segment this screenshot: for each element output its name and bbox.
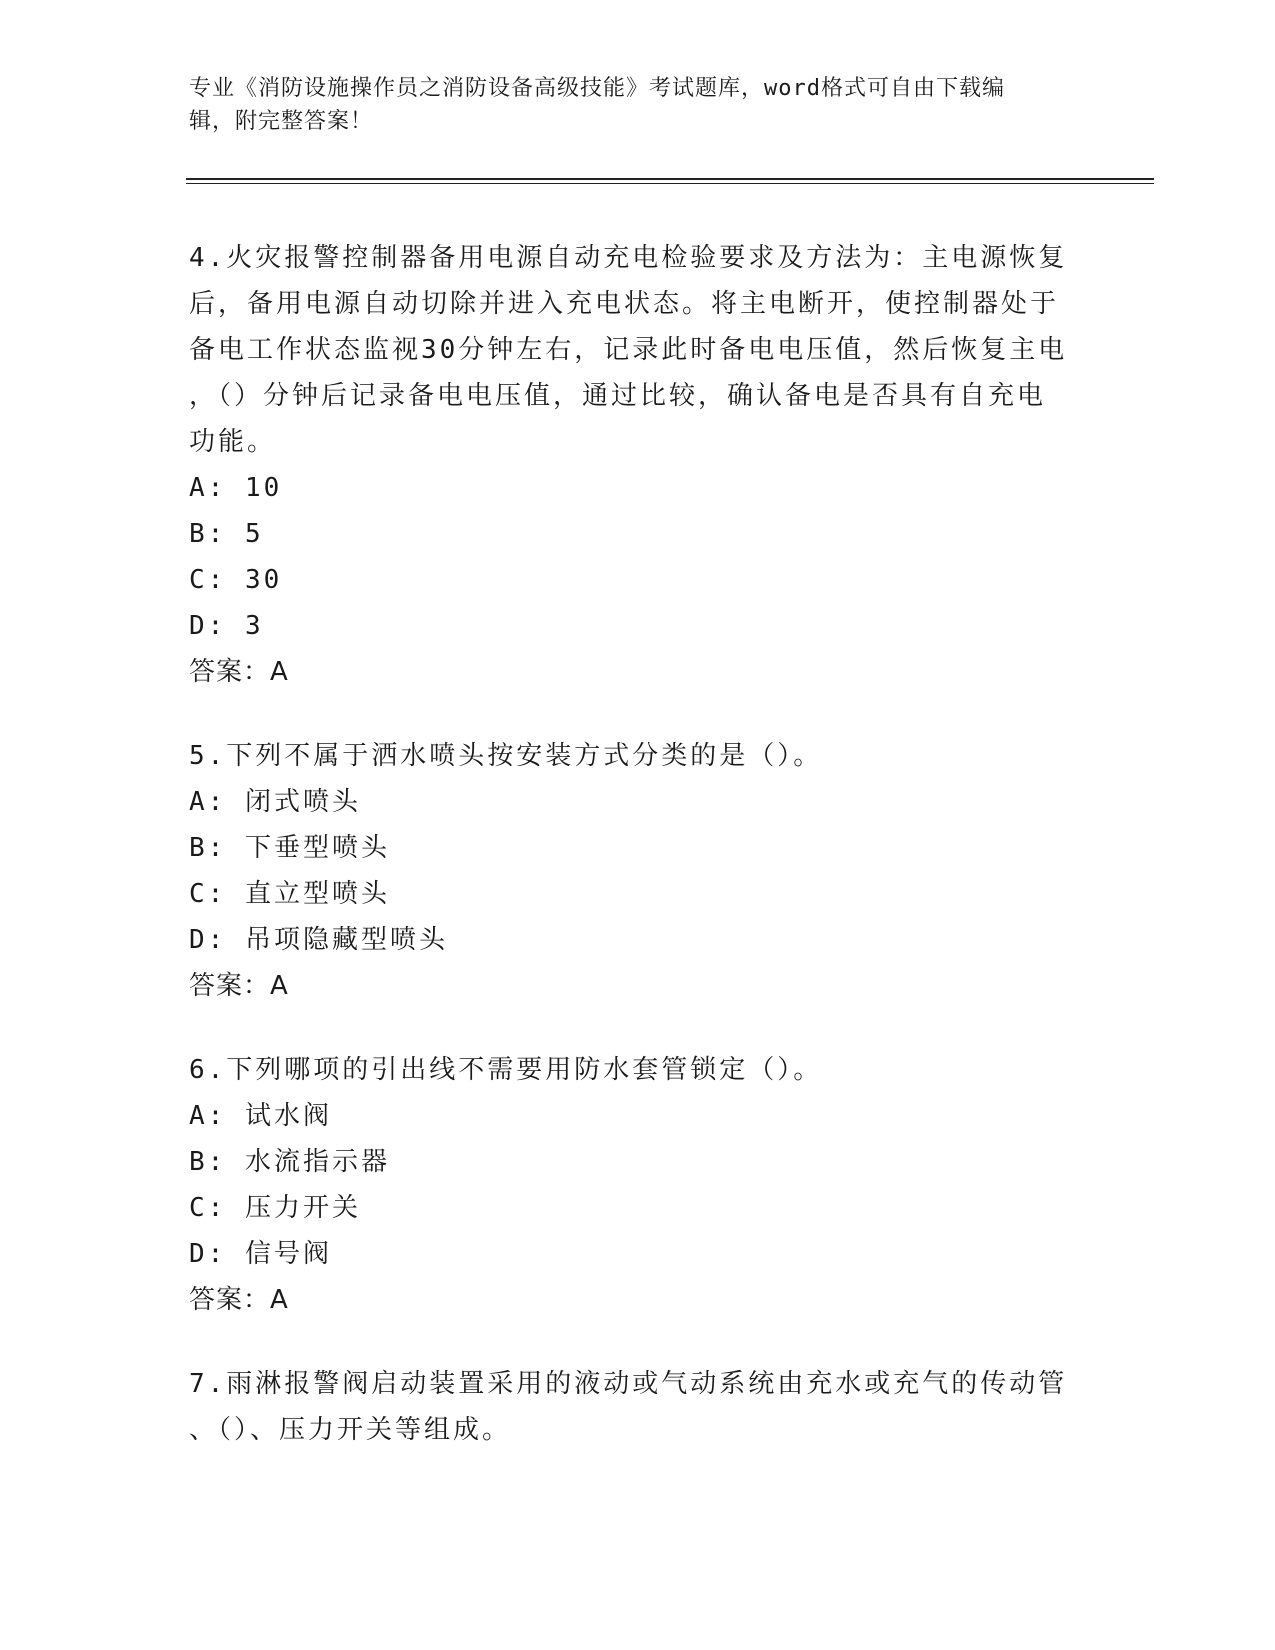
option-b: B: 下垂型喷头 bbox=[189, 833, 390, 863]
option-a: A: 10 bbox=[189, 473, 283, 503]
option-a: A: 试水阀 bbox=[189, 1101, 332, 1131]
answer-label: 答案： bbox=[189, 657, 271, 687]
answer-value: A bbox=[270, 657, 289, 687]
question-text-line: 、（）、压力开关等组成。 bbox=[189, 1415, 512, 1445]
answer-label: 答案： bbox=[189, 1285, 271, 1315]
option-b: B: 5 bbox=[189, 519, 264, 549]
header-line-1: 专业《消防设施操作员之消防设备高级技能》考试题库，word格式可自由下载编 bbox=[189, 76, 1005, 101]
option-d: D: 3 bbox=[189, 611, 264, 641]
question-text-line: 后，备用电源自动切除并进入充电状态。将主电断开，使控制器处于 bbox=[189, 289, 1060, 319]
question-text-line: 4.火灾报警控制器备用电源自动充电检验要求及方法为：主电源恢复 bbox=[189, 243, 1068, 273]
question-7 bbox=[189, 1361, 1089, 1453]
answer-value: A bbox=[270, 971, 289, 1001]
option-d: D: 吊项隐藏型喷头 bbox=[189, 925, 448, 955]
question-text-line: 6.下列哪项的引出线不需要用防水套管锁定（）。 bbox=[189, 1055, 823, 1085]
answer-line bbox=[189, 649, 1089, 695]
question-5 bbox=[189, 733, 1089, 1009]
answer-line bbox=[189, 1277, 1089, 1323]
option-d: D: 信号阀 bbox=[189, 1239, 332, 1269]
header-divider-thin bbox=[186, 183, 1154, 184]
document-header bbox=[189, 72, 1069, 138]
question-text-line: 7.雨淋报警阀启动装置采用的液动或气动系统由充水或充气的传动管 bbox=[189, 1369, 1068, 1399]
answer-label: 答案： bbox=[189, 971, 271, 1001]
header-divider bbox=[186, 178, 1154, 180]
answer-value: A bbox=[270, 1285, 289, 1315]
option-c: C: 直立型喷头 bbox=[189, 879, 390, 909]
question-text-line: ，（）分钟后记录备电电压值，通过比较，确认备电是否具有自充电 bbox=[189, 381, 1047, 411]
option-a: A: 闭式喷头 bbox=[189, 787, 361, 817]
question-text-line: 备电工作状态监视30分钟左右，记录此时备电电压值，然后恢复主电 bbox=[189, 335, 1068, 365]
question-list bbox=[189, 235, 1089, 1491]
answer-line bbox=[189, 963, 1089, 1009]
question-6 bbox=[189, 1047, 1089, 1323]
option-c: C: 压力开关 bbox=[189, 1193, 361, 1223]
option-c: C: 30 bbox=[189, 565, 283, 595]
header-line-2: 辑，附完整答案！ bbox=[189, 109, 374, 134]
question-text-line: 功能。 bbox=[189, 427, 277, 457]
question-text-line: 5.下列不属于洒水喷头按安装方式分类的是（）。 bbox=[189, 741, 823, 771]
question-4 bbox=[189, 235, 1089, 695]
option-b: B: 水流指示器 bbox=[189, 1147, 390, 1177]
